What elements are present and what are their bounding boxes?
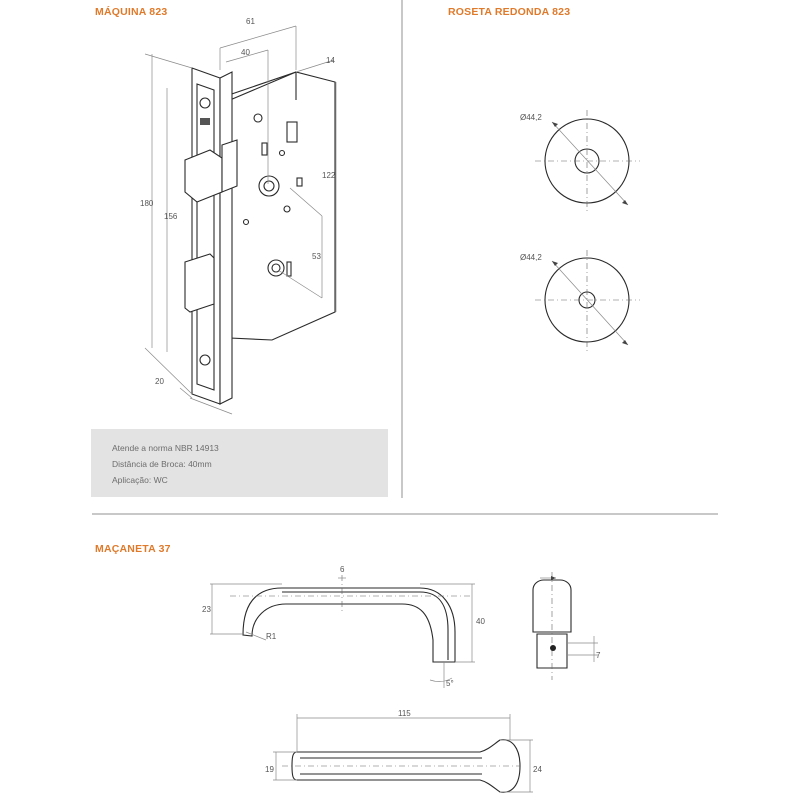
dim-156: 156 — [164, 212, 178, 221]
info-broca: Distância de Broca: 40mm — [112, 459, 212, 469]
logo-mark — [200, 118, 210, 125]
handle-dim-23: 23 — [202, 605, 211, 614]
dim-122: 122 — [322, 171, 336, 180]
lock-case — [230, 72, 335, 340]
info-norma: Atende a norma NBR 14913 — [112, 443, 219, 453]
rosette-bottom-diameter: Ø44,2 — [520, 253, 542, 262]
rosette-top-diameter: Ø44,2 — [520, 113, 542, 122]
handle-top-view — [265, 709, 542, 792]
handle-dim-19: 19 — [265, 765, 274, 774]
dim-40: 40 — [241, 48, 250, 57]
handle-dim-6: 6 — [340, 565, 345, 574]
dim-20: 20 — [155, 377, 164, 386]
handle-dim-40: 40 — [476, 617, 485, 626]
lock-mechanism-drawing — [140, 17, 336, 414]
rosette-bottom-drawing — [520, 250, 640, 352]
roseta-title: ROSETA REDONDA 823 — [448, 6, 571, 18]
dim-180: 180 — [140, 199, 154, 208]
macaneta-title: MAÇANETA 37 — [95, 543, 171, 555]
dim-53: 53 — [312, 252, 321, 261]
latch-bolt — [185, 150, 222, 202]
dead-bolt — [185, 254, 214, 312]
handle-front-view — [533, 572, 601, 680]
rosette-top-drawing — [520, 110, 640, 213]
maquina-title: MÁQUINA 823 — [95, 6, 168, 18]
handle-angle-5: 5° — [446, 679, 454, 688]
dim-14: 14 — [326, 56, 335, 65]
info-aplicacao: Aplicação: WC — [112, 475, 168, 485]
handle-dim-24: 24 — [533, 765, 542, 774]
handle-dim-7: 7 — [596, 651, 601, 660]
handle-side-view — [202, 565, 485, 688]
handle-dim-115: 115 — [398, 709, 411, 718]
handle-radius-r1: R1 — [266, 632, 277, 641]
dim-61: 61 — [246, 17, 255, 26]
